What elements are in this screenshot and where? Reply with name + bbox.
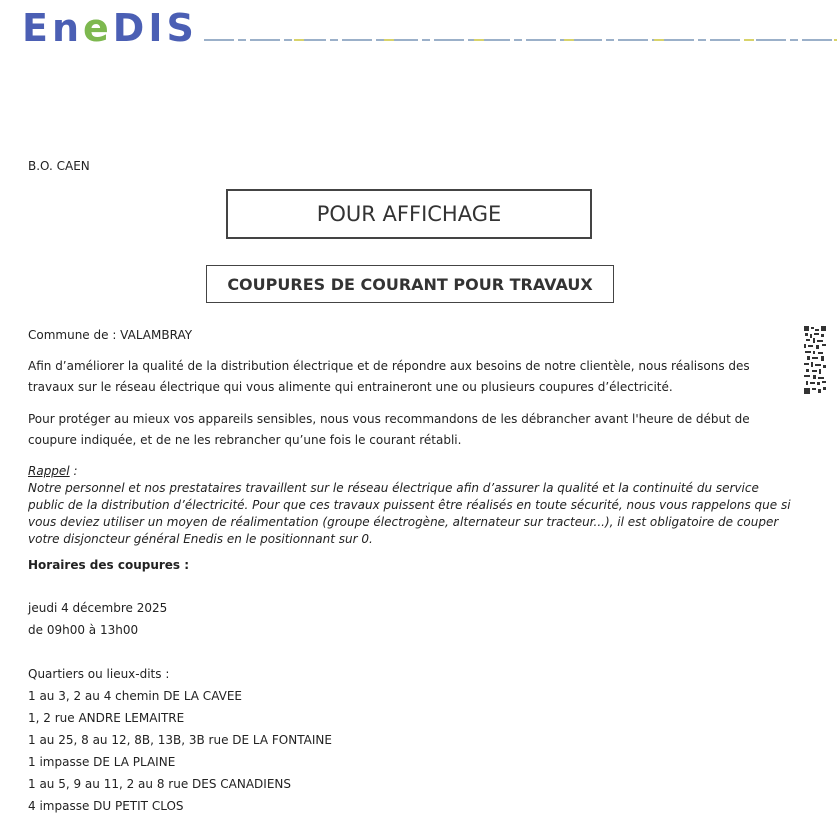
outages-title: COUPURES DE COURANT POUR TRAVAUX bbox=[227, 274, 593, 294]
schedule-date: jeudi 4 décembre 2025 bbox=[28, 601, 168, 615]
location-item: 1 au 3, 2 au 4 chemin DE LA CAVEE bbox=[28, 689, 243, 703]
location-item: 1 impasse DE LA PLAINE bbox=[28, 755, 176, 769]
location-item: 1 au 5, 9 au 11, 2 au 8 rue DES CANADIENS bbox=[28, 777, 291, 791]
rappel-text: Notre personnel et nos prestataires travaillent sur le réseau électrique afin d’assurer la qualité et la continuité du service public de la distribution d’électricité. Pour que ces travaux puissent être réalisés en toute sécurité, nous vous rappelons que si vous deviez utiliser un moyen de réalimentation (groupe électrogène, alternateur sur tracteur...), il est obligatoire de couper votre disjoncteur général Enedis en le positionnant sur 0. bbox=[28, 481, 791, 546]
display-title: POUR AFFICHAGE bbox=[316, 202, 502, 226]
display-title-box bbox=[226, 189, 592, 239]
office-name: B.O. CAEN bbox=[28, 159, 90, 173]
enedis-logo bbox=[22, 6, 198, 50]
header-divider bbox=[204, 38, 837, 42]
rappel-suffix: : bbox=[69, 464, 78, 478]
logo-part-3: DIS bbox=[112, 6, 198, 50]
intro-paragraph: Afin d’améliorer la qualité de la distribution électrique et de répondre aux besoins de notre clientèle, nous réalisons des travaux sur le réseau électrique qui vous alimente qui entraineront une ou plusieurs coupures d’électricité. bbox=[28, 359, 750, 394]
commune-line: Commune de : VALAMBRAY bbox=[28, 328, 193, 342]
schedule-time: de 09h00 à 13h00 bbox=[28, 623, 139, 637]
outages-title-box bbox=[206, 265, 614, 303]
schedule-heading: Horaires des coupures : bbox=[28, 558, 190, 572]
location-item: 1 au 25, 8 au 12, 8B, 13B, 3B rue DE LA FONTAINE bbox=[28, 733, 332, 747]
qr-code bbox=[803, 325, 827, 395]
rappel-label: Rappel bbox=[28, 464, 70, 478]
location-item: 1, 2 rue ANDRE LEMAITRE bbox=[28, 711, 185, 725]
location-item: 4 impasse DU PETIT CLOS bbox=[28, 799, 184, 813]
logo-part-2: e bbox=[83, 6, 113, 50]
rappel-heading bbox=[28, 463, 798, 480]
advice-paragraph: Pour protéger au mieux vos appareils sensibles, nous vous recommandons de les débrancher avant l'heure de début de coupure indiquée, et de ne les rebrancher qu’une fois le courant rétabli. bbox=[28, 412, 750, 447]
locations-heading: Quartiers ou lieux-dits : bbox=[28, 667, 170, 681]
logo-part-1: En bbox=[22, 6, 84, 50]
